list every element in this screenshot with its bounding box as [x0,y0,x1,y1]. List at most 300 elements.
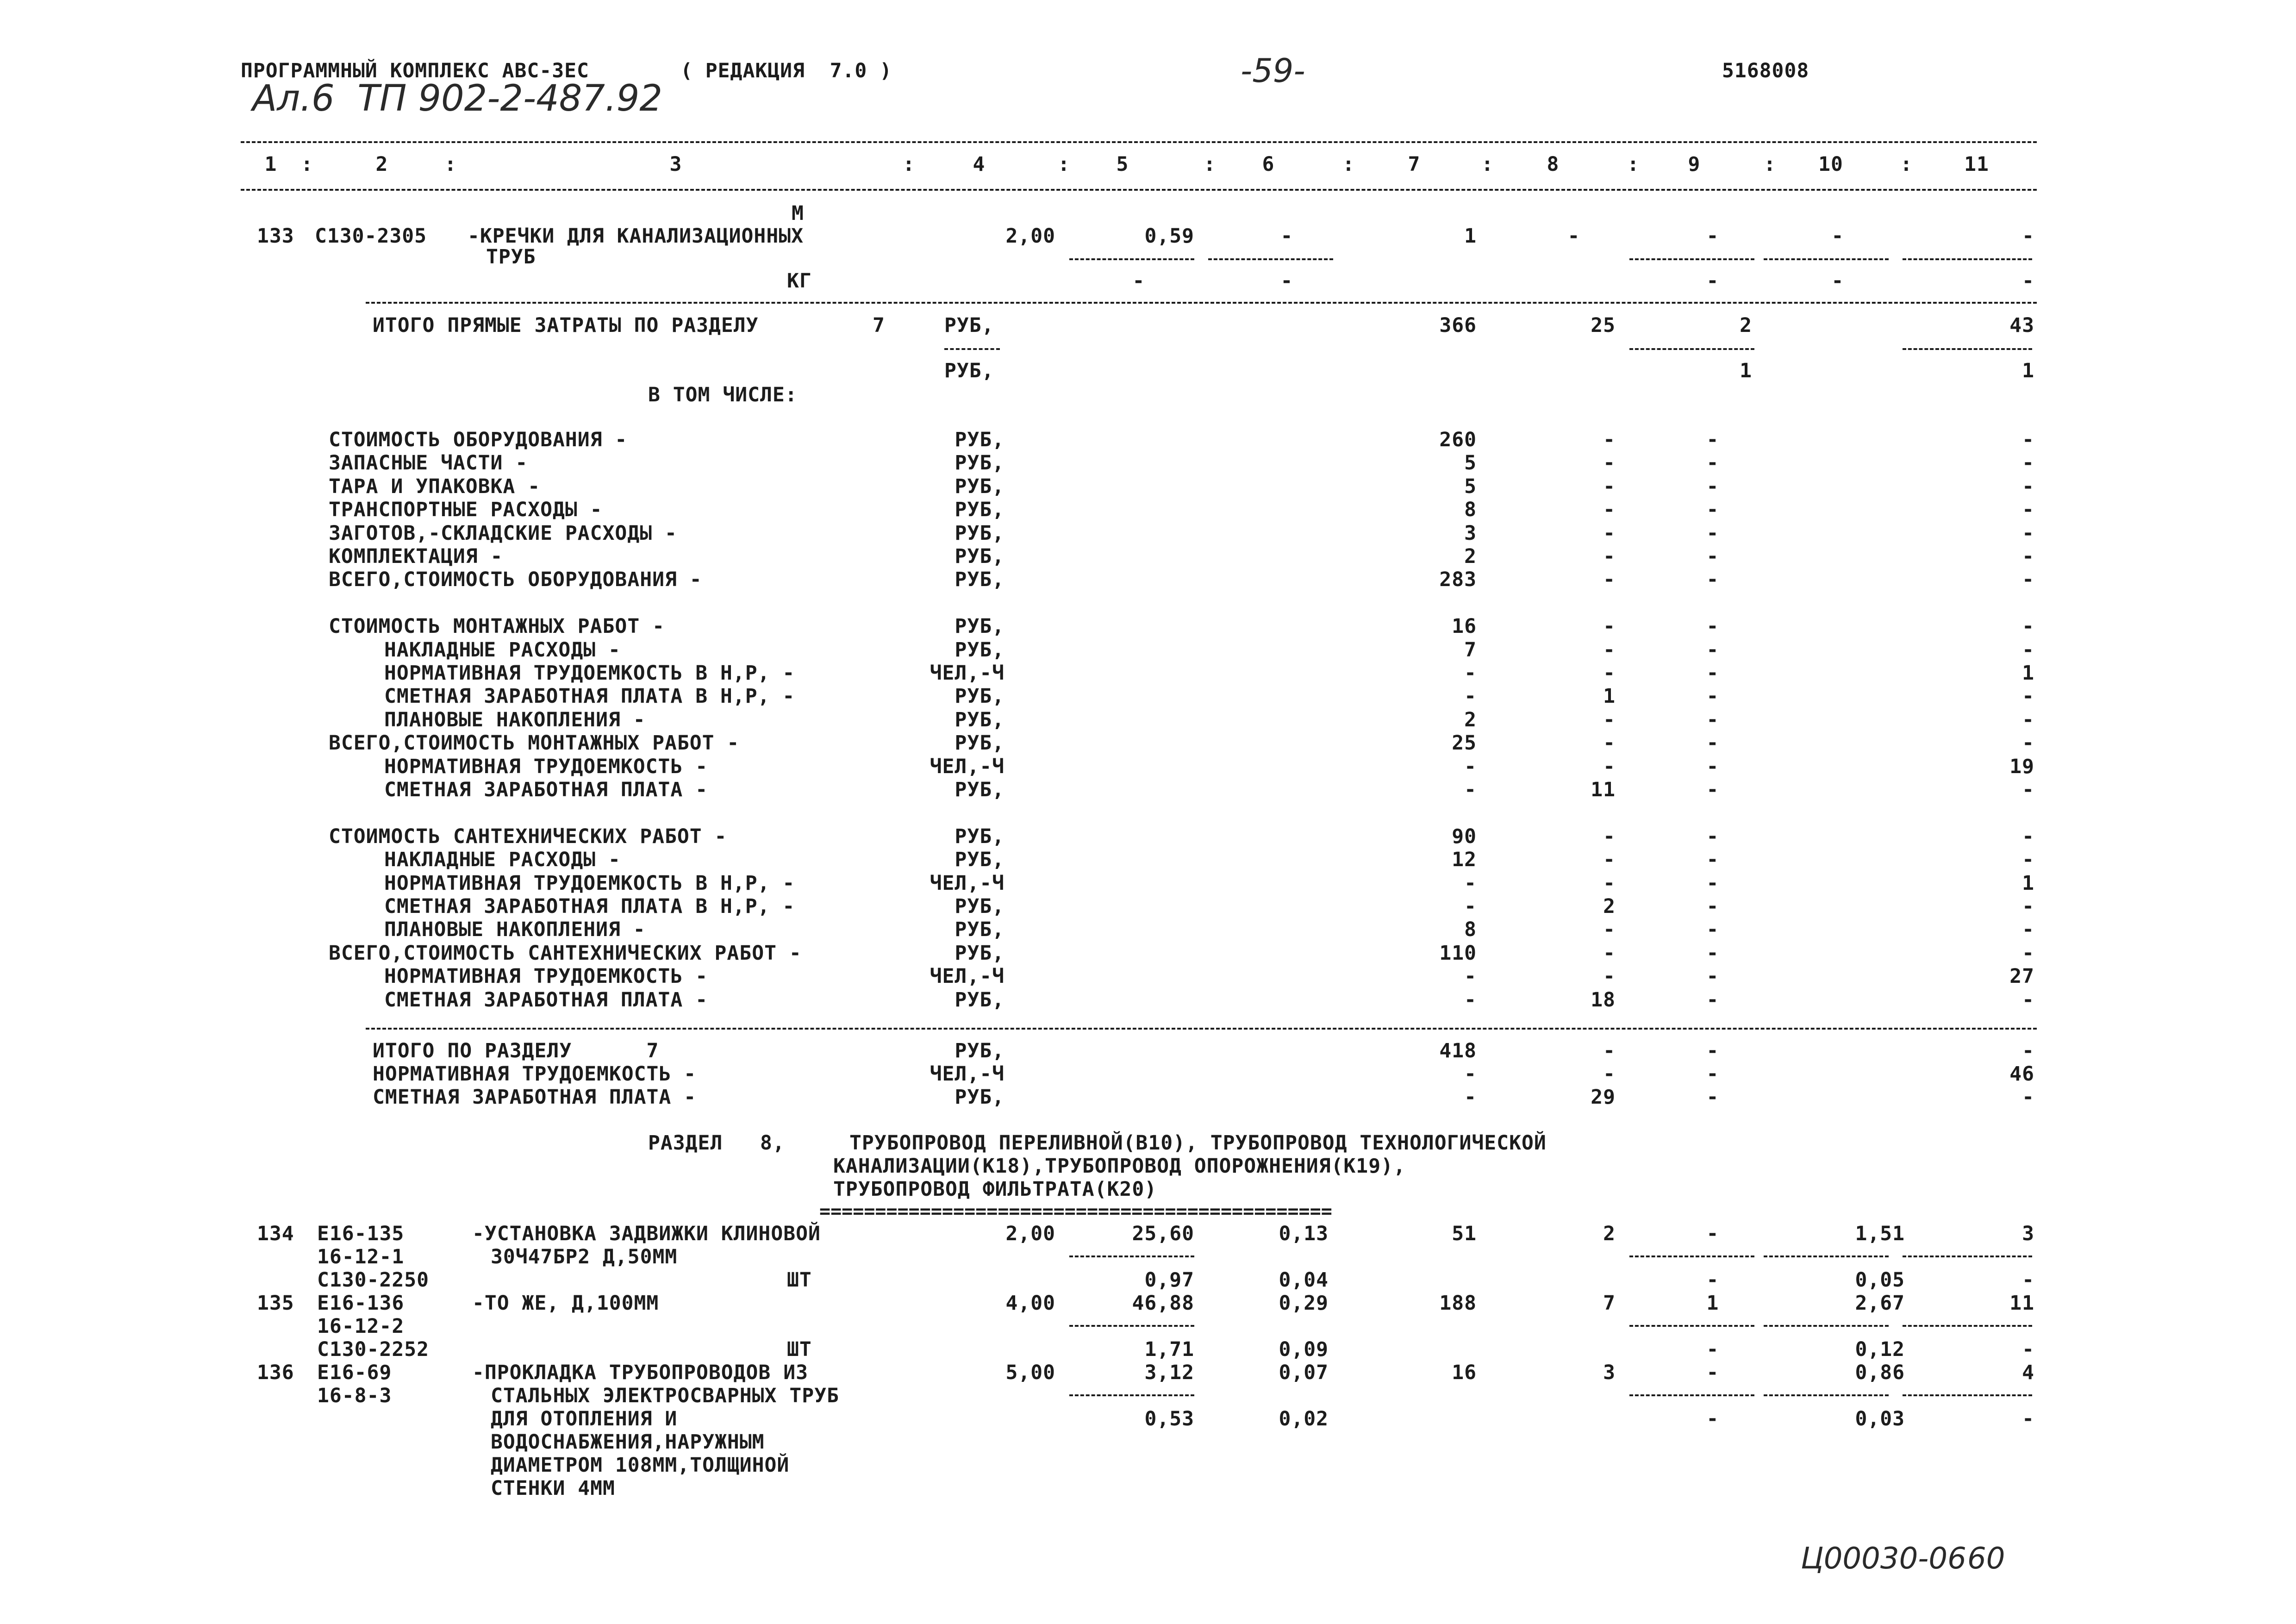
col8-value: 1 [1603,685,1616,708]
col7-value: 51 [1452,1222,1477,1245]
subtotal-rule [1208,258,1333,260]
summary-label: НАКЛАДНЫЕ РАСХОДЫ - [384,848,621,872]
item-name: 30Ч47БР2 Д,50ММ [491,1245,678,1268]
document-code: 5168008 [1722,59,1809,82]
subtotal-rule [1629,348,1754,350]
col5-subvalue: 1,71 [1144,1338,1194,1361]
col11-value: 1 [2022,871,2034,895]
col11-value: - [2022,824,2034,848]
column-separator: : [1481,153,1494,176]
col11-value: - [2022,708,2034,731]
col7-value: - [1464,1086,1477,1109]
col9-value: - [1706,685,1719,708]
col4-value: 4,00 [1005,1292,1055,1315]
col6-subvalue: 0,09 [1279,1338,1329,1361]
summary-label: СТОИМОСТЬ МОНТАЖНЫХ РАБОТ - [329,615,665,638]
item-code: Е16-136 [317,1292,405,1315]
subtotal-rule [1764,258,1889,260]
col6-subvalue: - [1280,269,1293,293]
col11-value: - [2022,941,2034,965]
col11-value: - [2022,1039,2034,1062]
col11-value: - [2022,988,2034,1012]
header-rule-bottom [241,189,2037,191]
col9-subvalue: - [1706,1407,1719,1430]
subtotal-rule [1629,1394,1754,1396]
col11-value: - [2022,568,2034,592]
col9-value: - [1706,731,1719,755]
edition-label: ( РЕДАКЦИЯ 7.0 ) [680,59,892,82]
summary-unit: ЧЕЛ,-Ч [930,755,1004,778]
col9-value: - [1706,848,1719,872]
summary-label: КОМПЛЕКТАЦИЯ - [329,545,503,568]
col7-value: - [1464,778,1477,801]
col8-value: 3 [1603,1361,1616,1384]
handwritten-sheet-reference: Ал.6 ТП 902-2-487.92 [252,78,663,119]
col9-subvalue: 1 [1740,359,1752,382]
col8-value: - [1603,824,1616,848]
col11-value: 4 [2022,1361,2034,1384]
column-separator: : [1627,153,1640,176]
col7-value: 3 [1464,521,1477,545]
col9-subvalue: - [1706,269,1719,293]
col7-value: 418 [1439,1039,1477,1062]
unit-label: ШТ [787,1268,812,1292]
col9-subvalue: - [1706,1268,1719,1292]
summary-label: НОРМАТИВНАЯ ТРУДОЕМКОСТЬ В Н,Р, - [384,871,795,895]
unit-label: М [792,202,804,225]
column-number: 11 [1964,153,1989,176]
section-total-label: СМЕТНАЯ ЗАРАБОТНАЯ ПЛАТА - [373,1086,697,1109]
column-number: 9 [1688,153,1701,176]
program-title: ПРОГРАММНЫЙ КОМПЛЕКС АВС-3ЕС [241,59,589,82]
summary-unit: РУБ, [955,824,1004,848]
col7-value: 188 [1439,1292,1477,1315]
col11-value: - [2022,451,2034,475]
col8-value: - [1603,871,1616,895]
col9-value: - [1706,521,1719,545]
col11-value: - [2022,731,2034,755]
col8-value: - [1603,428,1616,451]
item-code: С130-2250 [317,1268,429,1292]
item-code: С130-2305 [315,225,427,248]
item-code: 16-12-1 [317,1245,405,1268]
col11-value: - [2022,848,2034,872]
col9-value: - [1706,545,1719,568]
col8-value: 25 [1591,314,1616,337]
summary-unit: ЧЕЛ,-Ч [930,965,1004,988]
col11-value: - [2022,685,2034,708]
col9-value: - [1706,1086,1719,1109]
col7-value: 12 [1452,848,1477,872]
summary-unit: ЧЕЛ,-Ч [930,1062,1004,1086]
col7-value: - [1464,988,1477,1012]
col8-value: - [1603,638,1616,662]
item-name: -ТО ЖЕ, Д,100ММ [472,1292,659,1315]
header-rule-top [241,141,2037,143]
col8-value: - [1603,568,1616,592]
subtotal-rule [1069,1394,1194,1396]
summary-unit: РУБ, [955,428,1004,451]
subtotal-rule [1903,348,2032,350]
col8-value: 11 [1591,778,1616,801]
footer-stamp: Ц00030-06 [1801,1542,1966,1576]
subtotal-rule [1764,1255,1889,1257]
col7-value: 110 [1439,941,1477,965]
column-number: 7 [1408,153,1421,176]
col7-value: - [1464,895,1477,918]
col9-value: - [1706,428,1719,451]
item-name: СТАЛЬНЫХ ЭЛЕКТРОСВАРНЫХ ТРУБ [491,1384,839,1407]
col11-subvalue: 1 [2022,359,2034,382]
section-title-line: КАНАЛИЗАЦИИ(К18),ТРУБОПРОВОД ОПОРОЖНЕНИЯ(К19), [833,1155,1406,1178]
col7-value: 8 [1464,918,1477,942]
col7-value: - [1464,965,1477,988]
direct-costs-section: 7 [873,314,885,337]
col11-value: - [2022,918,2034,942]
summary-unit: РУБ, [955,941,1004,965]
col7-value: 25 [1452,731,1477,755]
item-name: -КРЕЧКИ ДЛЯ КАНАЛИЗАЦИОННЫХ [468,225,804,248]
subtotal-rule [1629,1325,1754,1327]
summary-unit: ЧЕЛ,-Ч [930,662,1004,685]
item-code: Е16-135 [317,1222,405,1245]
col9-value: - [1706,1039,1719,1062]
column-separator: : [1900,153,1913,176]
subtotal-rule [1629,1255,1754,1257]
subtotal-rule [1903,1325,2032,1327]
item-code: С130-2252 [317,1338,429,1361]
column-separator: : [1764,153,1776,176]
col11-subvalue: - [2022,1338,2034,1361]
summary-unit: РУБ, [955,451,1004,475]
summary-unit: ЧЕЛ,-Ч [930,871,1004,895]
col9-value: - [1706,708,1719,731]
summary-unit: РУБ, [955,615,1004,638]
column-number: 5 [1116,153,1129,176]
summary-label: ЗАГОТОВ,-СКЛАДСКИЕ РАСХОДЫ - [329,521,677,545]
col8-value: - [1567,225,1580,248]
col10-subvalue: 0,03 [1855,1407,1905,1430]
col11-value: 1 [2022,662,2034,685]
unit-rule [944,348,1000,350]
item-number: 134 [257,1222,294,1245]
subtotal-rule [1903,258,2032,260]
section-title-line: ТРУБОПРОВОД ФИЛЬТРАТА(К20) [833,1178,1157,1201]
summary-label: СМЕТНАЯ ЗАРАБОТНАЯ ПЛАТА - [384,778,708,801]
col11-value: - [2022,778,2034,801]
col8-value: - [1603,1062,1616,1086]
item-number: 135 [257,1292,294,1315]
col8-value: - [1603,965,1616,988]
col6-value: 0,13 [1279,1222,1329,1245]
summary-label: СТОИМОСТЬ САНТЕХНИЧЕСКИХ РАБОТ - [329,824,727,848]
col7-value: 260 [1439,428,1477,451]
subtotal-rule [1069,1325,1194,1327]
col11-subvalue: - [2022,1268,2034,1292]
summary-label: СМЕТНАЯ ЗАРАБОТНАЯ ПЛАТА В Н,Р, - [384,895,795,918]
col7-value: 2 [1464,708,1477,731]
column-separator: : [301,153,313,176]
col8-value: 18 [1591,988,1616,1012]
summary-unit: РУБ, [955,778,1004,801]
col8-value: 7 [1603,1292,1616,1315]
col11-value: - [2022,615,2034,638]
col7-value: 1 [1464,225,1477,248]
column-separator: : [444,153,457,176]
col9-value: - [1706,871,1719,895]
summary-label: ПЛАНОВЫЕ НАКОПЛЕНИЯ - [384,918,646,942]
col8-value: 2 [1603,1222,1616,1245]
col7-value: 5 [1464,451,1477,475]
col9-value: - [1706,225,1719,248]
item-code: Е16-69 [317,1361,392,1384]
summary-label: НОРМАТИВНАЯ ТРУДОЕМКОСТЬ В Н,Р, - [384,662,795,685]
col11-value: 19 [2009,755,2034,778]
subtotal-rule [1764,1325,1889,1327]
column-separator: : [1204,153,1216,176]
direct-costs-label: ИТОГО ПРЯМЫЕ ЗАТРАТЫ ПО РАЗДЕЛУ [373,314,759,337]
section-total-rule [366,302,2037,304]
col9-value: - [1706,895,1719,918]
col7-value: 16 [1452,615,1477,638]
col8-value: - [1603,521,1616,545]
col6-value: 0,07 [1279,1361,1329,1384]
col8-value: - [1603,731,1616,755]
summary-unit: РУБ, [955,498,1004,522]
summary-unit: РУБ, [955,638,1004,662]
unit-label: РУБ, [944,314,994,337]
summary-label: НАКЛАДНЫЕ РАСХОДЫ - [384,638,621,662]
col9-value: - [1706,451,1719,475]
col8-value: - [1603,755,1616,778]
col9-value: - [1706,1361,1719,1384]
col7-value: 16 [1452,1361,1477,1384]
item-code: 16-8-3 [317,1384,392,1407]
col8-value: - [1603,918,1616,942]
col9-subvalue: - [1706,1338,1719,1361]
col11-subvalue: - [2022,1407,2034,1430]
summary-unit: РУБ, [955,918,1004,942]
summary-unit: РУБ, [955,568,1004,592]
column-separator: : [1342,153,1355,176]
col7-value: 8 [1464,498,1477,522]
page-number: -59- [1241,52,1305,90]
section-total-label: ИТОГО ПО РАЗДЕЛУ 7 [373,1039,659,1062]
col8-value: 2 [1603,895,1616,918]
item-name: СТЕНКИ 4ММ [491,1477,615,1500]
col10-value: 2,67 [1855,1292,1905,1315]
subtotal-rule [1903,1394,2032,1396]
col9-value: - [1706,988,1719,1012]
col8-value: - [1603,848,1616,872]
col7-value: - [1464,1062,1477,1086]
col11-value: - [2022,1086,2034,1109]
col6-value: 0,29 [1279,1292,1329,1315]
item-name-continued: ТРУБ [486,245,536,269]
col9-value: - [1706,965,1719,988]
col9-value: - [1706,778,1719,801]
unit-label: ШТ [787,1338,812,1361]
column-number: 8 [1547,153,1560,176]
summary-unit: РУБ, [955,731,1004,755]
col7-value: 283 [1439,568,1477,592]
column-separator: : [1058,153,1070,176]
col5-subvalue: 0,97 [1144,1268,1194,1292]
col7-value: - [1464,871,1477,895]
col11-value: - [2022,521,2034,545]
item-code: 16-12-2 [317,1315,405,1338]
col9-value: - [1706,568,1719,592]
summary-unit: РУБ, [955,988,1004,1012]
col5-value: 0,59 [1144,225,1194,248]
item-name: -УСТАНОВКА ЗАДВИЖКИ КЛИНОВОЙ [472,1222,821,1245]
col11-value: 27 [2009,965,2034,988]
footer-page: 60 [1967,1542,2005,1576]
col8-value: - [1603,708,1616,731]
col11-value: 43 [2009,314,2034,337]
summary-label: ТРАНСПОРТНЫЕ РАСХОДЫ - [329,498,603,522]
item-number: 133 [257,225,294,248]
summary-label: НОРМАТИВНАЯ ТРУДОЕМКОСТЬ - [384,755,708,778]
col11-value: - [2022,428,2034,451]
col8-value: - [1603,545,1616,568]
unit-label: КГ [787,269,812,293]
item-name: -ПРОКЛАДКА ТРУБОПРОВОДОВ ИЗ [472,1361,808,1384]
col7-value: 366 [1439,314,1477,337]
column-separator: : [903,153,915,176]
col9-value: 2 [1740,314,1752,337]
col8-value: - [1603,475,1616,498]
column-number: 3 [669,153,682,176]
col11-value: 46 [2009,1062,2034,1086]
item-number: 136 [257,1361,294,1384]
col9-value: - [1706,1222,1719,1245]
column-number: 1 [264,153,277,176]
section-total-rule [366,1028,2037,1030]
column-number: 6 [1262,153,1275,176]
section-total-label: НОРМАТИВНАЯ ТРУДОЕМКОСТЬ - [373,1062,697,1086]
col10-value: 0,86 [1855,1361,1905,1384]
col9-value: - [1706,615,1719,638]
col9-value: - [1706,662,1719,685]
summary-unit: РУБ, [955,848,1004,872]
including-label: В ТОМ ЧИСЛЕ: [648,383,798,406]
col11-value: - [2022,225,2034,248]
section-label: РАЗДЕЛ 8, [648,1131,785,1155]
item-name: ДИАМЕТРОМ 108ММ,ТОЛЩИНОЙ [491,1454,790,1477]
col5-value: 25,60 [1132,1222,1194,1245]
item-name: ДЛЯ ОТОПЛЕНИЯ И [491,1407,678,1430]
subtotal-rule [1069,1255,1194,1257]
col8-value: - [1603,941,1616,965]
col11-subvalue: - [2022,269,2034,293]
summary-label: ВСЕГО,СТОИМОСТЬ ОБОРУДОВАНИЯ - [329,568,702,592]
summary-unit: РУБ, [955,685,1004,708]
summary-label: ПЛАНОВЫЕ НАКОПЛЕНИЯ - [384,708,646,731]
summary-label: ЗАПАСНЫЕ ЧАСТИ - [329,451,528,475]
col9-value: - [1706,755,1719,778]
summary-unit: РУБ, [955,895,1004,918]
col4-value: 5,00 [1005,1361,1055,1384]
summary-unit: РУБ, [955,708,1004,731]
col7-value: 5 [1464,475,1477,498]
col9-value: - [1706,918,1719,942]
col11-value: - [2022,475,2034,498]
col9-value: - [1706,1062,1719,1086]
summary-unit: РУБ, [955,475,1004,498]
col7-value: - [1464,755,1477,778]
column-number: 10 [1818,153,1843,176]
summary-label: СМЕТНАЯ ЗАРАБОТНАЯ ПЛАТА - [384,988,708,1012]
col8-value: 29 [1591,1086,1616,1109]
col11-value: - [2022,498,2034,522]
summary-label: НОРМАТИВНАЯ ТРУДОЕМКОСТЬ - [384,965,708,988]
subtotal-rule [1903,1255,2032,1257]
col10-value: 1,51 [1855,1222,1905,1245]
col5-subvalue: 0,53 [1144,1407,1194,1430]
section-title-underline: ============================================== [819,1201,1332,1222]
col7-value: - [1464,685,1477,708]
section-title-line: ТРУБОПРОВОД ПЕРЕЛИВНОЙ(В10), ТРУБОПРОВОД ТЕХНОЛОГИЧЕСКОЙ [849,1131,1547,1155]
summary-label: СТОИМОСТЬ ОБОРУДОВАНИЯ - [329,428,628,451]
col4-value: 2,00 [1005,1222,1055,1245]
col8-value: - [1603,662,1616,685]
col4-value: 2,00 [1005,225,1055,248]
summary-unit: РУБ, [955,1039,1004,1062]
summary-unit: РУБ, [955,545,1004,568]
col6-subvalue: 0,02 [1279,1407,1329,1430]
col6-subvalue: 0,04 [1279,1268,1329,1292]
summary-label: СМЕТНАЯ ЗАРАБОТНАЯ ПЛАТА В Н,Р, - [384,685,795,708]
col9-value: - [1706,941,1719,965]
col7-value: 7 [1464,638,1477,662]
subtotal-rule [1069,258,1194,260]
col8-value: - [1603,451,1616,475]
column-number: 2 [375,153,388,176]
col11-value: - [2022,638,2034,662]
summary-label: ВСЕГО,СТОИМОСТЬ САНТЕХНИЧЕСКИХ РАБОТ - [329,941,802,965]
col6-value: - [1280,225,1293,248]
col8-value: - [1603,615,1616,638]
summary-label: ТАРА И УПАКОВКА - [329,475,541,498]
col9-value: - [1706,824,1719,848]
col11-value: 11 [2009,1292,2034,1315]
col11-value: - [2022,895,2034,918]
summary-unit: РУБ, [955,521,1004,545]
col8-value: - [1603,498,1616,522]
col7-value: 2 [1464,545,1477,568]
col10-value: - [1831,225,1844,248]
col11-value: 3 [2022,1222,2034,1245]
summary-unit: РУБ, [955,1086,1004,1109]
col8-value: - [1603,1039,1616,1062]
col7-value: 90 [1452,824,1477,848]
summary-label: ВСЕГО,СТОИМОСТЬ МОНТАЖНЫХ РАБОТ - [329,731,740,755]
subtotal-rule [1764,1394,1889,1396]
column-number: 4 [973,153,986,176]
col5-subvalue: - [1132,269,1145,293]
col10-subvalue: 0,12 [1855,1338,1905,1361]
col11-value: - [2022,545,2034,568]
col7-value: - [1464,662,1477,685]
item-name: ВОДОСНАБЖЕНИЯ,НАРУЖНЫМ [491,1430,765,1454]
unit-label: РУБ, [944,359,994,382]
subtotal-rule [1629,258,1754,260]
col5-value: 46,88 [1132,1292,1194,1315]
col9-value: - [1706,475,1719,498]
col10-subvalue: - [1831,269,1844,293]
col9-value: - [1706,638,1719,662]
